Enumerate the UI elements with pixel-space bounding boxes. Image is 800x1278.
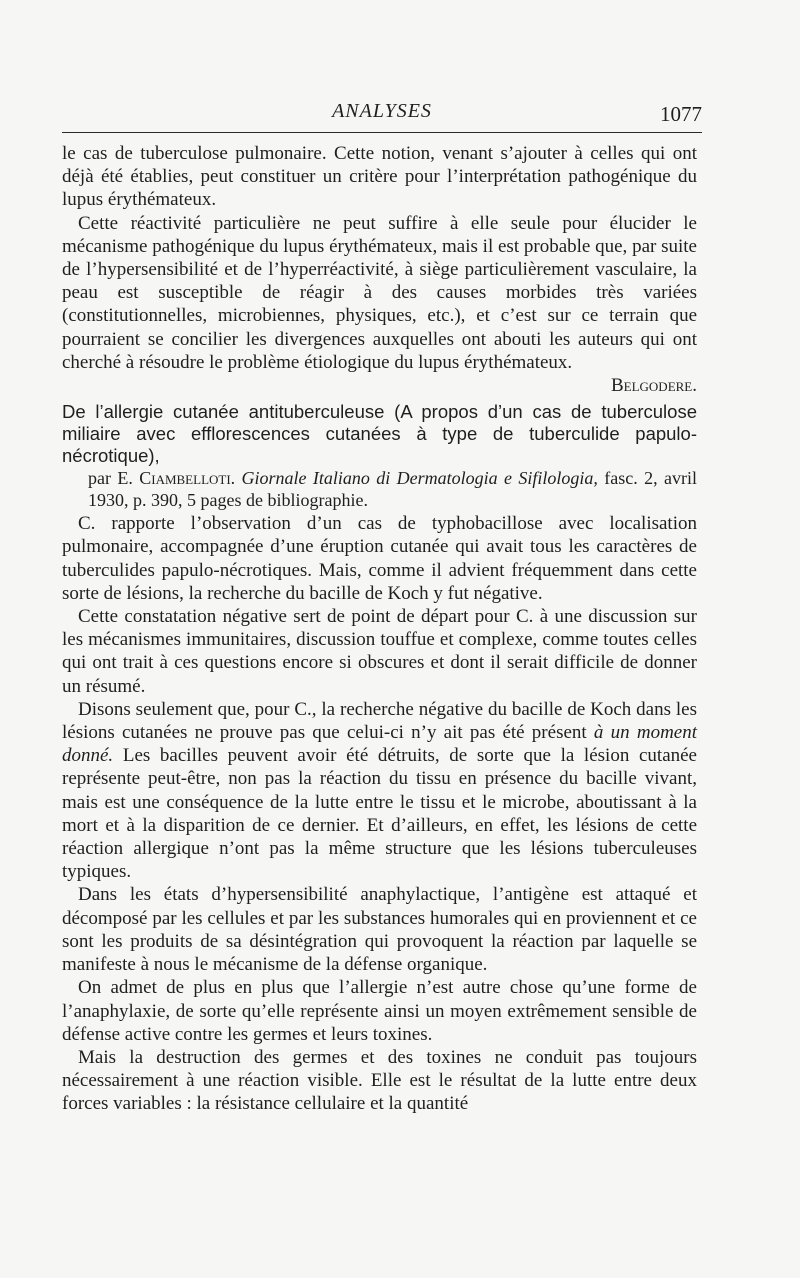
page-number: 1077: [660, 102, 702, 126]
signature: Belgodere.: [610, 375, 697, 397]
entry-details: fasc. 2, avril 1930, p. 390, 5 pages de bibliographie.: [88, 468, 697, 511]
header-rule: [62, 132, 702, 133]
paragraph-text: Les bacilles peuvent avoir été détruits, de sorte que la lésion cutanée représente peut-être, non pas la réaction du tissu en présence du bacille vivant, mais est une conséquence de la lutte entre le tissu et le microbe, aboutissant à la mort et à la disparition de ce dernier. Et d’ailleurs, en effet, les lésions de cette réaction allergique n’ont pas la même structure que les lésions tuberculeuses typiques.: [62, 745, 697, 883]
page-header: [62, 100, 702, 136]
paragraph-emphasis: à un moment donné.: [62, 722, 698, 767]
paragraph: le cas de tuberculose pulmonaire. Cette notion, venant s’ajouter à celles qui ont déjà été établies, peut constituer un critère pour l’interprétation pathogénique du lupus érythémateux.: [62, 143, 697, 211]
paragraph: Cette réactivité particulière ne peut suffire à elle seule pour élucider le mécanisme pathogénique du lupus érythémateux, mais il est probable que, par suite de l’hypersensibilité et de l’hyperréactivité, à siège particulièrement vasculaire, la peau est susceptible de réagir à des causes morbides très variées (constitutionnelles, microbiennes, physiques, etc.), et c’est sur ce terrain que pourraient se concilier les divergences auxquelles ont abouti les auteurs qui ont cherché à résoudre le problème étiologique du lupus érythémateux.: [62, 212, 697, 373]
paragraph: Dans les états d’hypersensibilité anaphylactique, l’antigène est attaqué et décomposé par les cellules et par les substances humorales qui en proviennent et ce sont les produits de sa désintégration qui provoquent la réaction par laquelle se manifeste à nous le mécanisme de la défense organique.: [62, 884, 697, 976]
entry-title: De l’allergie cutanée antituberculeuse (A propos d’un cas de tuberculose miliaire avec efflorescences cutanées à type de tuberculide papulo-nécrotique),: [62, 401, 697, 467]
entry-author: E. Ciambelloti.: [117, 468, 236, 489]
running-title: ANALYSES: [332, 100, 432, 122]
entry-citation: [62, 467, 697, 511]
paragraph: On admet de plus en plus que l’allergie n’est autre chose qu’une forme de l’anaphylaxie, de sorte qu’elle représente ainsi un moyen extrêmement sensible de défense active contre les germes et leurs toxines.: [62, 977, 697, 1045]
paragraph: [62, 698, 697, 884]
entry-by: par: [88, 468, 118, 489]
paragraph: Cette constatation négative sert de point de départ pour C. à une discussion sur les mécanismes immunitaires, discussion touffue et complexe, comme toutes celles qui ont trait à ces questions encore si obscures et dont il serait difficile de donner un résumé.: [62, 606, 697, 697]
entry-journal: Giornale Italiano di Dermatologia e Sifilologia,: [241, 468, 598, 489]
paragraph: C. rapporte l’observation d’un cas de typhobacillose avec localisation pulmonaire, accompagnée d’une éruption cutanée qui avait tous les caractères de tuberculides papulo-nécrotiques. Mais, comme il advient fréquemment dans cette sorte de lésions, la recherche du bacille de Koch y fut négative.: [62, 513, 697, 604]
paragraph: Mais la destruction des germes et des toxines ne conduit pas toujours nécessairement à une réaction visible. Elle est le résultat de la lutte entre deux forces variables : la résistance cellulaire et la quantité: [62, 1046, 697, 1115]
page-body: [62, 142, 697, 1116]
bibliographic-entry: [62, 401, 697, 511]
paragraph-text: Disons seulement que, pour C., la recherche négative du bacille de Koch dans les lésions cutanées ne prouve pas que celui-ci n’y ait pas été présent: [62, 698, 697, 744]
